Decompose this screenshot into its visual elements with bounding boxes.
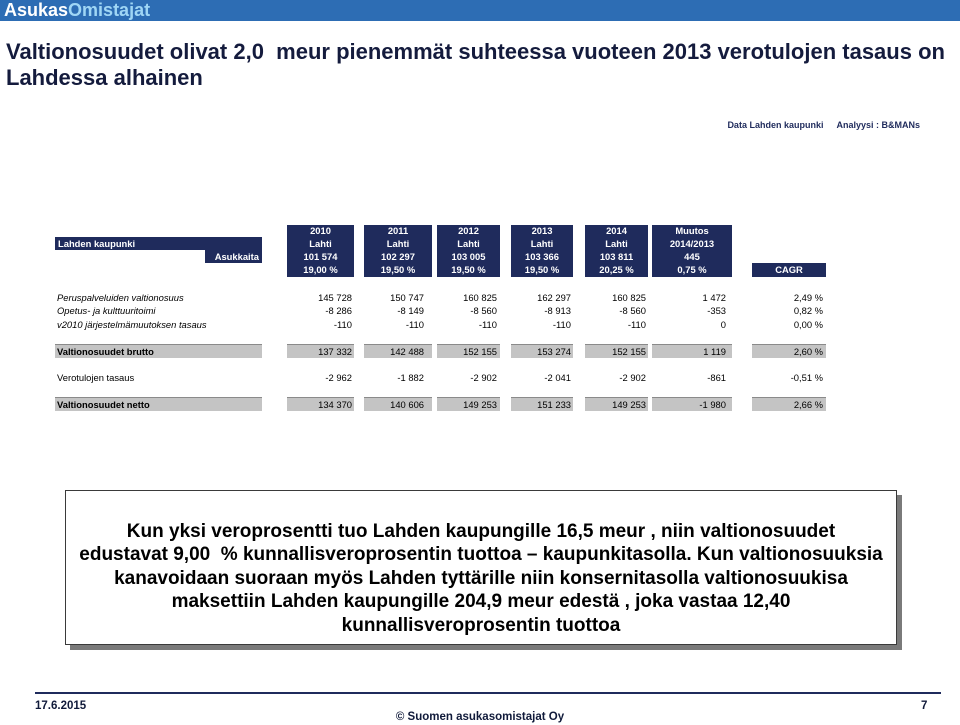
table-cell: -2 902 xyxy=(619,372,646,383)
table-header-subheading: Lahti xyxy=(287,237,354,250)
table-cell: 137 332 xyxy=(287,344,354,358)
logo xyxy=(4,0,150,21)
source-note xyxy=(727,119,920,131)
table-cell: -2 902 xyxy=(470,372,497,383)
table-cell: 152 155 xyxy=(585,344,648,358)
table-row-label: Valtionosuudet brutto xyxy=(55,344,262,358)
table-cell: 1 472 xyxy=(702,292,726,303)
callout-line: kunnallisveroprosentin tuottoa xyxy=(341,614,621,636)
table-cell: 2,66 % xyxy=(752,397,826,411)
logo-part: Asukas xyxy=(4,0,69,20)
table-header-tax-rate: 19,00 % xyxy=(287,263,354,277)
table-cell: 151 233 xyxy=(511,397,573,411)
table-cell: 2,49 % xyxy=(793,292,823,303)
table-cell: -8 560 xyxy=(619,305,646,316)
table-cell: 0,00 % xyxy=(793,319,823,330)
table-header-residents: 103 366 xyxy=(511,250,573,263)
table-cell: 134 370 xyxy=(287,397,354,411)
page-title: Valtionosuudet olivat 2,0 meur pienemmät suhteessa vuoteen 2013 verotulojen tasaus on Lahdessa alhainen xyxy=(6,39,952,90)
table-row-label: v2010 järjestelmämuutoksen tasaus xyxy=(57,319,207,330)
table-header-tax-rate: 19,50 % xyxy=(511,263,573,277)
table-cell: 160 825 xyxy=(612,292,646,303)
table-cell: 0,82 % xyxy=(793,305,823,316)
table-header-tax-rate: 0,75 % xyxy=(652,263,732,277)
table-cell: -110 xyxy=(333,319,352,330)
footer-divider xyxy=(35,692,941,694)
table-cell: -353 xyxy=(707,305,726,316)
table-header-cagr: CAGR xyxy=(752,263,826,277)
table-cell: 152 155 xyxy=(437,344,500,358)
table-header-tax-rate: 19,50 % xyxy=(437,263,500,277)
table-cell: 2,60 % xyxy=(752,344,826,358)
table-header-heading: 2011 xyxy=(364,225,432,237)
table-cell: 153 274 xyxy=(511,344,573,358)
table-cell: 149 253 xyxy=(585,397,648,411)
source-data: Data Lahden kaupunki xyxy=(727,120,824,130)
table-header-residents: 101 574 xyxy=(287,250,354,263)
table-cell: -8 286 xyxy=(325,305,352,316)
table-header-city-label: Lahden kaupunki xyxy=(55,237,262,250)
source-analysis: Analyysi : B&MANs xyxy=(836,120,920,130)
table-cell: -2 041 xyxy=(544,372,571,383)
table-cell: 150 747 xyxy=(390,292,424,303)
callout-line: edustavat 9,00 % kunnallisveroprosentin tuottoa – kaupunkitasolla. Kun valtionosuuksia xyxy=(79,544,883,566)
table-cell: 140 606 xyxy=(364,397,432,411)
title-bar xyxy=(0,0,960,21)
table-cell: 160 825 xyxy=(463,292,497,303)
table-header-residents: 103 005 xyxy=(437,250,500,263)
table-header-heading: 2010 xyxy=(287,225,354,237)
table-row-label: Verotulojen tasaus xyxy=(57,372,135,383)
table-cell: -861 xyxy=(707,372,726,383)
table-header-residents-label: Asukkaita xyxy=(205,250,262,263)
table-header-residents: 445 xyxy=(652,250,732,263)
logo-part: Omistajat xyxy=(68,0,151,20)
table-cell: -110 xyxy=(627,319,646,330)
table-cell: -8 560 xyxy=(470,305,497,316)
table-header-residents: 103 811 xyxy=(585,250,648,263)
callout-line: Kun yksi veroprosentti tuo Lahden kaupungille 16,5 meur , niin valtionosuudet xyxy=(126,521,836,542)
table-cell: 162 297 xyxy=(537,292,571,303)
table-cell: -110 xyxy=(552,319,571,330)
table-header-heading: Muutos xyxy=(652,225,732,237)
page-number: 7 xyxy=(921,700,928,712)
table-cell: 145 728 xyxy=(318,292,352,303)
table-cell: -0,51 % xyxy=(790,372,823,383)
table-cell: -8 913 xyxy=(544,305,571,316)
table-header-heading: 2012 xyxy=(437,225,500,237)
table-header-subheading: 2014/2013 xyxy=(652,237,732,250)
callout-box xyxy=(65,490,897,645)
table-cell: -8 149 xyxy=(397,305,424,316)
table-cell: 142 488 xyxy=(364,344,432,358)
table-header-heading: 2013 xyxy=(511,225,573,237)
table-cell: -110 xyxy=(478,319,497,330)
table-cell: 149 253 xyxy=(437,397,500,411)
table-header-subheading: Lahti xyxy=(364,237,432,250)
table-cell: -1 882 xyxy=(397,372,424,383)
footer-copyright: © Suomen asukasomistajat Oy xyxy=(395,711,565,723)
callout-line: maksettiin Lahden kaupungille 204,9 meur edestä , joka vastaa 12,40 xyxy=(171,591,791,613)
table-header-tax-rate: 20,25 % xyxy=(585,263,648,277)
table-header-residents: 102 297 xyxy=(364,250,432,263)
table-header-subheading: Lahti xyxy=(511,237,573,250)
table-cell: -110 xyxy=(405,319,424,330)
table-row-label: Valtionosuudet netto xyxy=(55,397,262,411)
table-cell: 0 xyxy=(720,319,726,330)
table-header-tax-rate: 19,50 % xyxy=(364,263,432,277)
table-cell: -2 962 xyxy=(325,372,352,383)
table-header-heading: 2014 xyxy=(585,225,648,237)
table-cell: -1 980 xyxy=(652,397,732,411)
table-row-label: Peruspalveluiden valtionosuus xyxy=(57,292,184,303)
callout-line: kanavoidaan suoraan myös Lahden tyttärille niin konsernitasolla valtionosuukisa xyxy=(114,567,848,589)
footer-date: 17.6.2015 xyxy=(35,700,87,712)
table-row-label: Opetus- ja kulttuuritoimi xyxy=(57,305,156,316)
table-header-subheading: Lahti xyxy=(585,237,648,250)
table-header-subheading: Lahti xyxy=(437,237,500,250)
table-cell: 1 119 xyxy=(652,344,732,358)
